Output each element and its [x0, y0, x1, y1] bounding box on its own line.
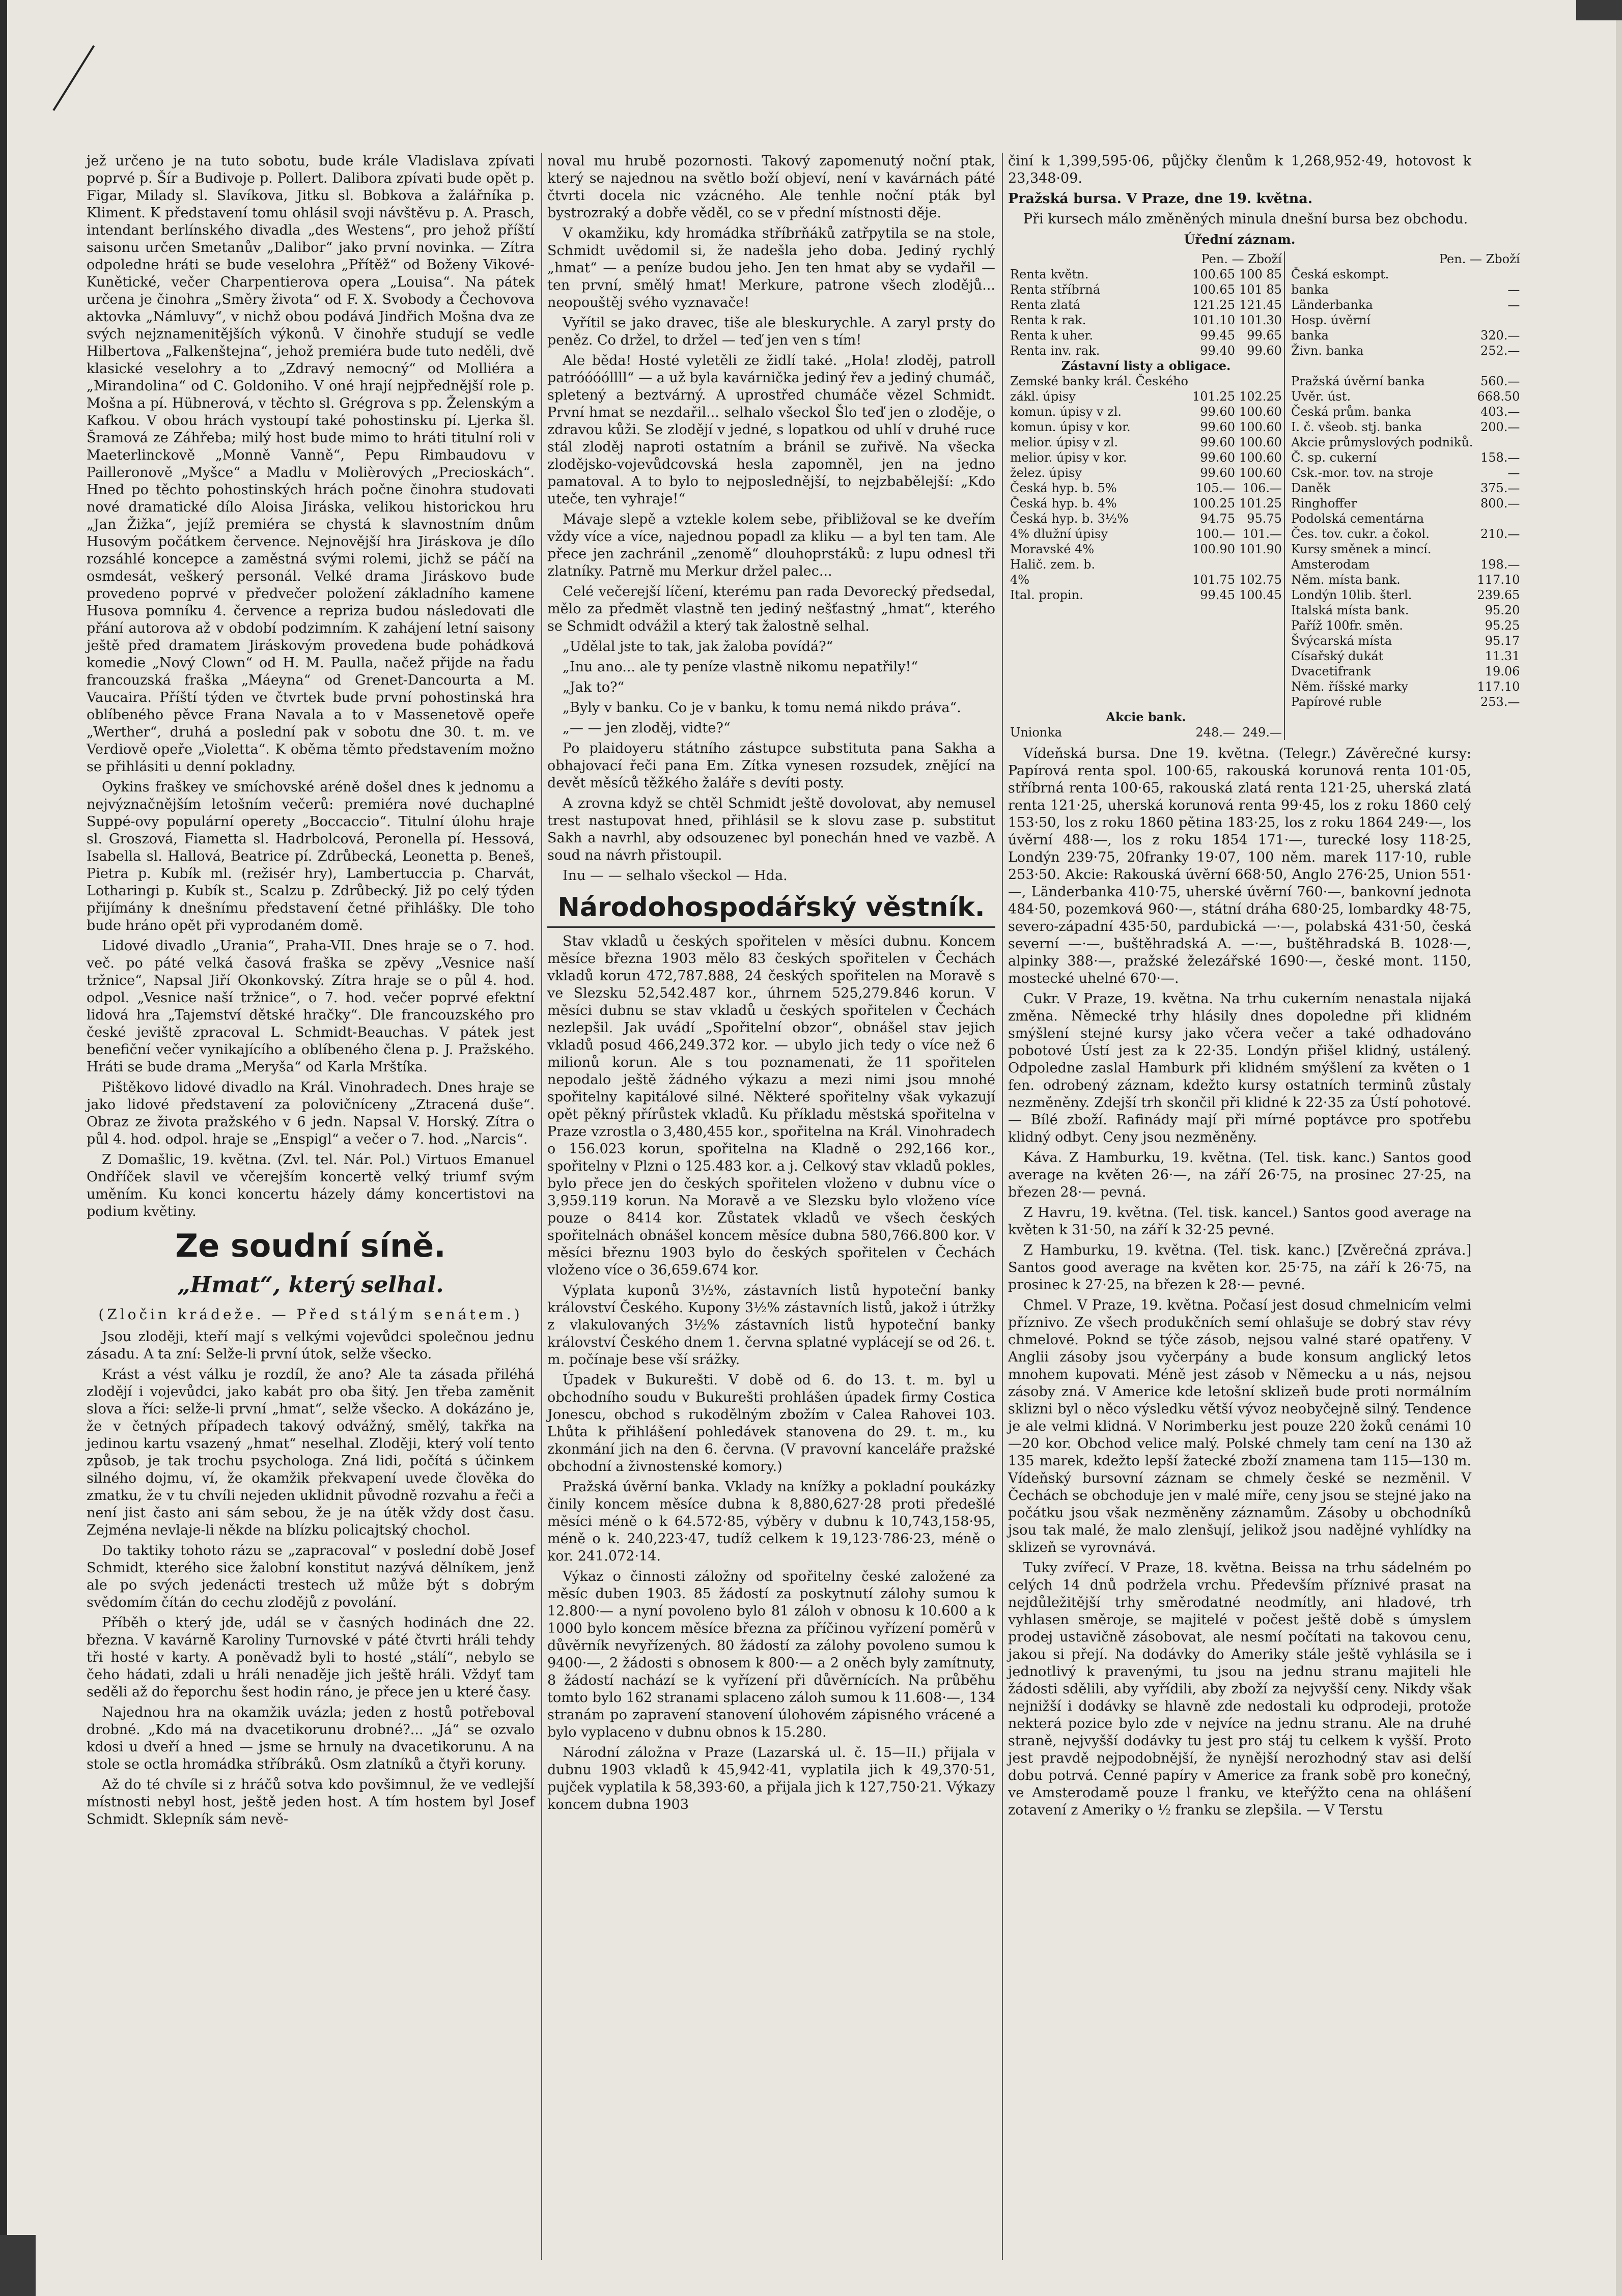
- table-row: [1008, 358, 1522, 374]
- table-cell: [1237, 679, 1284, 694]
- table-row: [1008, 603, 1522, 618]
- table-row: [1008, 542, 1522, 557]
- article-paragraph: Vyřítil se jako dravec, tiše ale bleskurychle. A zaryl prsty do peněz. Co držel, to držel — teď jen ven s tím!: [547, 315, 995, 348]
- table-cell: [1190, 679, 1237, 694]
- article-paragraph: Celé večerejší líčení, kterému pan rada Devorecký předsedal, mělo za předmět vlastně ten jediný nešťastný „hmat“, kterého se Schmidt odvážil a který tak žalostně selhal.: [547, 584, 995, 634]
- table-cell: Länderbanka: [1291, 298, 1373, 312]
- table-cell: Hosp. úvěrní: [1291, 313, 1371, 327]
- table-cell: 99.60: [1247, 344, 1282, 358]
- article-paragraph: Chmel. V Praze, 19. května. Počasí jest dosud chmelnicím velmi příznivo. Ze všech produkčních semí ohlašuje se dobrý stav révy chmelové. Poknd se týče zásob, nejsou valné staré opatřeny. V Anglii zásoby jsou vyčerpány a bude konsum anglický letos mnohem kupovati. Méně jest zásob v Německu a u nás, nejsou zásoby zná. V Americe kde letošní sklizeň bude proti normálním sklizni byl o něco výsledku větší vývoz neobyčejně silný. Tendence je ale velmi klidná. V Norimberku jest pouze 220 žoků cenámi 10—20 kor. Obchod velice malý. Polské chmely tam cení na 130 až 135 marek, kdežto lepší žatecké zboží znamena tam 115—130 m. Vídeňský bursovní záznam se chmely české se nezměnil. V Čechách se obchoduje jen v malé míře, ceny jsou se stejné jako na počátku jsou však nezměněny záznamům. Zásoby u obchodníků jsou tak malé, že malo zlenšují, jelikož jsou nadějné vyhlídky na sklizeň se vyrovnává.: [1008, 1297, 1471, 1555]
- table-cell: Ital. propin.: [1010, 588, 1083, 602]
- table-row: [1008, 679, 1522, 694]
- article-paragraph: Najednou hra na okamžik uvázla; jeden z hostů potřeboval drobné. „Kdo má na dvacetikorunu drobné?... „Já“ se ozvalo kdosi u dveří a hned — jsme se hrnuly na dvacetikorunu. A na stole se octla hromádka stříbráků. Osm zlatníků a čtyři koruny.: [87, 1705, 535, 1772]
- table-cell: 99.40: [1200, 344, 1235, 358]
- table-cell: 95.17: [1485, 634, 1520, 648]
- table-cell: Unionka: [1010, 725, 1062, 740]
- table-cell: 105.—: [1195, 481, 1235, 495]
- table-cell: Uvěr. úst.: [1291, 389, 1351, 404]
- article-title: „Hmat“, který selhal.: [177, 1272, 444, 1298]
- table-cell: [1475, 267, 1522, 282]
- table-cell: Česká eskompt.: [1291, 267, 1389, 281]
- table-cell: 100 85: [1239, 267, 1282, 281]
- table-row: [1008, 404, 1522, 419]
- article-paragraph: Tuky zvířecí. V Praze, 18. května. Beissa na trhu sádelném po celých 14 dnů podržela vrchu. Především příznivé prasat na nejdůležitější trhy směrodatné neodmítly, ani hladové, trh vyhlasen směroje, se majitelé v počest ještě době s úmyslem prodej ustavičně zásobovat, ale nesmí počítati na takovou cenu, jakou si přejí. Na dodávky do Ameriky stále ještě vyhlásila se i jednotlivý k pravenými, tu jsou na jednu stranu majiteli hle žádosti sdělili, aby vyřídili, aby zboží za nejvyšší ceny. Nikdy však nejnižší i dodávky se hlavně zde nedostali ku odprodeji, protože nekterá pozice bylo zde v nejvíce na jednu stranu. Ale na druhé straně, nejvyšší dodávky tu jest pro stáj tu celkem k vyšší. Proto jest pravdě nejpodobnější, že nynější nerozhodný stav asi delší dobu potrvá. Cenné papíry v Americe za frank sobě pro konečný, ve Amsterodamě pouze l franku, ve kteřýžto cena na ohlášení zotavení z Ameriky o ½ franku se zlepšila. — V Terstu: [1008, 1560, 1471, 1818]
- table-row: [1008, 267, 1522, 282]
- table-row: [1008, 480, 1522, 496]
- column-separator: [1284, 419, 1289, 435]
- column-separator: [1284, 343, 1289, 358]
- table-cell: [1475, 542, 1522, 557]
- table-cell: komun. úpisy v kor.: [1010, 420, 1131, 434]
- scan-edge-right: [1616, 0, 1622, 2296]
- table-cell: Moravské 4%: [1010, 542, 1095, 556]
- article-paragraph: činí k 1,399,595·06, půjčky členům k 1,268,952·49, hotovost k 23,348·09.: [1008, 153, 1471, 186]
- table-cell: [1190, 648, 1237, 664]
- table-row: [1008, 694, 1522, 710]
- table-cell: Zemské banky král. Českého: [1010, 374, 1188, 388]
- table-cell: 99.60: [1200, 435, 1235, 449]
- article-paragraph: Káva. Z Hamburku, 19. května. (Tel. tisk. kanc.) Santos good average na květen 26·—, na září 26·75, na prosinec 27·25, na březen 28·— pevná.: [1008, 1150, 1471, 1200]
- table-row: [1008, 435, 1522, 450]
- table-cell: Čes. tov. cukr. a čokol.: [1291, 527, 1430, 541]
- table-cell: Ringhoffer: [1291, 496, 1357, 511]
- column-separator: [1284, 435, 1289, 450]
- table-cell: Něm. říšské marky: [1291, 679, 1408, 694]
- table-cell: 101.10: [1192, 313, 1235, 327]
- table-cell: 100.65: [1192, 282, 1235, 297]
- table-cell: [1237, 374, 1284, 389]
- article-paragraph: V okamžiku, kdy hromádka stříbrňáků zatřpytila se na stole, Schmidt uvědomil si, že nadešla jeho doba. Jediný rychlý „hmat“ — a peníze budou jeho. Jen ten hmat aby se vydařil — ten první, smělý hmat! Merkure, patrone všech zlodějů... neopouštěj svého vyznavače!: [547, 225, 995, 310]
- table-cell: 99.65: [1247, 328, 1282, 343]
- article-paragraph: Do taktiky tohoto rázu se „zapracoval“ v poslední době Josef Schmidt, kterého sice žalobní konstitut nazývá dělníkem, jenž ale po svých jedenácti trestech už může být s dobrým svědomím čítán do cechu zlodějů z povolání.: [87, 1543, 535, 1610]
- column-separator: [1284, 404, 1289, 419]
- table-heading: Úřední záznam.: [1184, 232, 1296, 247]
- table-cell: [1008, 664, 1190, 679]
- table-cell: 320.—: [1480, 328, 1520, 343]
- table-cell: Česká hyp. b. 5%: [1010, 481, 1117, 495]
- table-cell: 102.25: [1239, 389, 1282, 404]
- column-separator: [1284, 618, 1289, 633]
- table-cell: Renta stříbrná: [1010, 282, 1101, 297]
- article-paragraph: Vídeňská bursa. Dne 19. května. (Telegr.) Závěrečné kursy: Papírová renta spol. 100·65, rakouská korunová renta 101·05, stříbrná renta 100·65, rakouská zlatá renta 121·25, uherská zlatá renta 121·25, uherská korunová renta 99·45, los z roku 1860 celý 153·50, los z roku 1860 pětina 183·25, los z roku 1864 249·—, los úvěrní 488·—, los z roku 1854 171·—, turecké losy 118·25, Londýn 239·75, 20franky 19·07, 100 něm. marek 117·10, ruble 253·50. Akcie: Rakouská úvěrní 668·50, Anglo 276·25, Union 551·—, Länderbanka 410·75, uherské úvěrní 760·—, bankovní jednota 484·50, pozemková 960·—, státní dráha 680·25, lombardky 48·75, severo-západní 435·50, pardubická —·—, polabská 431·50, česká severní —·—, buštěhradská A. —·—, buštěhradská B. 1028·—, alpinky 388·—, pražské železářské 1690·—, české mont. 1150, mostecké uhelné 670·—.: [1008, 746, 1471, 986]
- table-cell: Podolská cementárna: [1291, 512, 1424, 526]
- article-paragraph: Jsou zloději, kteří mají s velkými vojevůdci společnou jednu zásadu. A ta zní: Selže-li první útok, selže všecko.: [87, 1329, 535, 1362]
- table-cell: 249.—: [1242, 725, 1282, 740]
- table-cell: 95.75: [1247, 512, 1282, 526]
- column-separator: [1284, 480, 1289, 496]
- table-cell: 200.—: [1480, 420, 1520, 434]
- column-separator: [1284, 465, 1289, 480]
- article-paragraph: Cukr. V Praze, 19. května. Na trhu cukerním nenastala nijaká změna. Německé trhy hlásily dnes dopoledne při klidném smýšlení stejné kursy jako včera večer a také odhadováno pobotové Ústí jest za k 22·35. Londýn přišel klidný, ustálený. Odpoledne zaslal Hamburk při klidném smýšlení za květen o 1 fen. odrobený záznam, kdežto kursy ostatních terminů zůstaly nezměněny. Zdejší trh skončil při klidné k 22·35 za Ústí pohotové. — Bílé zboží. Rafinády mají při mírné poptávce pro spotřebu klidný odbyt. Ceny jsou nezměněny.: [1008, 991, 1471, 1145]
- table-cell: 4% dlužní úpisy: [1010, 527, 1108, 541]
- column-separator: [1284, 587, 1289, 603]
- table-cell: 101.75: [1192, 573, 1235, 587]
- table-cell: Kursy směnek a mincí.: [1291, 542, 1432, 556]
- table-cell: 100.—: [1195, 527, 1235, 541]
- table-cell: Csk.-mor. tov. na stroje: [1291, 466, 1434, 480]
- table-row: [1008, 496, 1522, 511]
- table-cell: 99.60: [1200, 405, 1235, 419]
- table-cell: 19.06: [1485, 664, 1520, 678]
- table-cell: 95.20: [1485, 603, 1520, 617]
- article-paragraph: Úpadek v Bukurešti. V době od 6. do 13. t. m. byl u obchodního soudu v Bukurešti prohlášen úpadek firmy Costica Jonescu, obchod s rukodělným zbožím v Calea Rahovei 103. Lhůta k přihlášení pohledávek stanovena do 29. t. m., ku zkonmání jich na den 6. června. (V pravovní kanceláře pražské obchodní a živnostenské komory.): [547, 1372, 995, 1475]
- article-paragraph: jež určeno je na tuto sobotu, bude krále Vladislava zpívati poprvé p. Šír a Budivoje p. Pollert. Dalibora zpívati bude opět p. Figar, Milady sl. Slavíkova, Jitku sl. Bobkova a žalářníka p. Kliment. K představení tomu ohlásil svoji návštěvu p. A. Prasch, intendant berlínského divadla „des Westens“, pro jehož příští saisonu určen Smetanův „Dalibor“ jako první novinka. — Zítra odpoledne hráti se bude veselohra „Přítěž“ od Boženy Vikové-Kunětické, večer Charpentierova opera „Louisa“. Na pátek určena je činohra „Směry života“ od F. X. Svobody a Čechovova aktovka „Námluvy“, v nichž obou podává Jindřich Mošna dva ze svých nejznamenitějších výkonů. V činohře studují se vedle Hilbertova „Falkenštejna“, jehož premiéra bude tuto neděli, dvě klasické veselohry a to „Zdravý nemocný“ od Molliéra a „Mirandolina“ od C. Goldoniho. V oné hrají nejpřednější role p. Mošna a pí. Hübnerová, v těchto sl. Grégrova s pp. Želenským a Kafkou. V obou hrách vystoupí také pohostinsku pí. Ljerka šl. Šramová ze Záhřeba; milý host bude mimo to hráti titulní roli v Maeterlinckově „Monně Vanně“, Pepu Rimbaudovu v Pailleronově „Myšce“ a Madlu v Molièrových „Precioskách“. Hned po těchto pohostinských hrách počne činohra studovati nové dramatické dílo Aloisa Jiráska, velikou historickou hru „Jan Žižka“, jejíž premiéra se chystá k slavnostním dnům Husovým počátkem července. Nejnovější hra Jiráskova je dílo rozsáhlé koncepce a zaměstná svými rolemi, jichž se páčí na osmdesát, veškerý personál. Velké drama Jiráskovo bude provedeno poprvé v předvečer položení základního kamene Husova pomníku 4. července a repriza budou následovati dle přání autorova až v období podzimním. K zahájení letní saisony ještě před dramatem Jiráskovým provedena bude pohádková komedie „Nový Clown“ od H. M. Paulla, načež přijde na řadu francouzská fraška „Máeyna“ od Grenet-Dancourta a M. Vaucaira. Příští týden ve čtvrtek bude první pohostinská hra oblíbeného pěvce Frana Navala a to v Massenetově opeře „Werther“, druhá a poslední pak v sobotu dne 30. t. m. ve Verdiově opeře „Violetta“. K oběma těmto představením možno se přihlásiti u denní pokladny.: [87, 153, 535, 775]
- table-row: [1008, 343, 1522, 358]
- column-separator: [1284, 526, 1289, 542]
- column-separator: [1284, 694, 1289, 710]
- table-row: [1008, 557, 1522, 572]
- article-paragraph: Příběh o který jde, udál se v časných hodinách dne 22. března. V kavárně Karoliny Turnovské v páté čtvrti hráli tehdy tři hosté v karty. A poněvadž byli to hosté „stálí“, nebylo se čeho hádati, zdali u hráli nenaděje jich ještě hráli. Vždyť tam seděli až do řeporchu šest hodin ráno, je přece jen u které časy.: [87, 1615, 535, 1700]
- table-cell: komun. úpisy v zl.: [1010, 405, 1122, 419]
- table-cell: 4%: [1010, 573, 1030, 587]
- table-row: [1008, 419, 1522, 435]
- table-header-row: [1008, 251, 1522, 267]
- table-cell: [1237, 648, 1284, 664]
- table-cell: 101.30: [1239, 313, 1282, 327]
- table-cell: [1008, 648, 1190, 664]
- table-subheading: Akcie bank.: [1106, 710, 1186, 724]
- table-cell: 158.—: [1480, 450, 1520, 465]
- table-cell: 100.90: [1192, 542, 1235, 556]
- table-cell: 11.31: [1485, 649, 1520, 663]
- table-row: [1008, 328, 1522, 343]
- table-cell: 252.—: [1480, 344, 1520, 358]
- column-header: Pen. — Zboží: [1201, 252, 1282, 266]
- article-paragraph: Z Hamburku, 19. května. (Tel. tisk. kanc.) [Zvěrečná zpráva.] Santos good average na květen kor. 25·75, na září k 26·75, na prosinec k 27·25, na březen k 28·— pevné.: [1008, 1242, 1471, 1293]
- table-row: [1008, 374, 1522, 389]
- table-cell: Papírové ruble: [1291, 695, 1382, 709]
- column-separator: [1284, 282, 1289, 297]
- table-cell: 95.25: [1485, 618, 1520, 633]
- table-cell: melior. úpisy v kor.: [1010, 450, 1127, 465]
- table-cell: [1475, 313, 1522, 328]
- table-cell: 239.65: [1477, 588, 1520, 602]
- table-cell: [1237, 603, 1284, 618]
- table-row: [1008, 313, 1522, 328]
- table-cell: Pražská úvěrní banka: [1291, 374, 1425, 388]
- table-cell: 560.—: [1480, 374, 1520, 388]
- table-row: [1008, 648, 1522, 664]
- column-3: [1008, 153, 1520, 2260]
- column-rule: [541, 153, 542, 2260]
- table-cell: [1237, 618, 1284, 633]
- scan-edge-left: [0, 0, 7, 2296]
- article-paragraph: Národní záložna v Praze (Lazarská ul. č. 15—II.) přijala v dubnu 1903 vkladů k 45,942·41, vyplatila jich k 49,370·51, pujček vyplatila k 58,393·60, a přijala jich k 127,750·21. Výkazy koncem dubna 1903: [547, 1745, 995, 1812]
- table-cell: 100.60: [1239, 450, 1282, 465]
- table-cell: Londýn 10lib. šterl.: [1291, 588, 1412, 602]
- table-cell: 100.65: [1192, 267, 1235, 281]
- table-row: [1008, 389, 1522, 404]
- table-cell: [1475, 511, 1522, 526]
- column-separator: [1284, 664, 1289, 679]
- table-cell: 800.—: [1480, 496, 1520, 511]
- table-cell: Něm. místa bank.: [1291, 573, 1401, 587]
- column-separator: [1284, 267, 1289, 282]
- table-cell: [1190, 694, 1237, 710]
- column-separator: [1284, 374, 1289, 389]
- article-paragraph: Až do té chvíle si z hráčů sotva kdo povšimnul, že ve vedlejší místnosti nebyl host, ještě jeden host. A tím hostem byl Josef Schmidt. Sklepník sám nevě-: [87, 1777, 535, 1827]
- column-separator: [1284, 511, 1289, 526]
- table-row: [1008, 511, 1522, 526]
- table-cell: Švýcarská místa: [1291, 634, 1392, 648]
- table-cell: 117.10: [1477, 679, 1520, 694]
- table-cell: [1190, 374, 1237, 389]
- table-cell: 102.75: [1239, 573, 1282, 587]
- table-subheading: Zástavní listy a obligace.: [1061, 358, 1231, 373]
- article-paragraph: Po plaidoyeru státního zástupce substituta pana Sakha a obhajovací řeči pana Em. Zítka vynesen rozsudek, znějící na devět měsíců těžkého žaláře s devíti posty.: [547, 741, 995, 791]
- article-paragraph: Výplata kuponů 3½%, zástavních listů hypoteční banky království Českého. Kupony 3½% zástavních listů, jakož i útržky z vlakulovaných 3½% zástavních listů hypoteční banky království Českého dnem 1. června splatné vyplácejí se od 26. t. m. počínaje bese vší srážky.: [547, 1283, 995, 1368]
- table-cell: 100.25: [1192, 496, 1235, 511]
- table-cell: Česká hyp. b. 3½%: [1010, 512, 1129, 526]
- table-cell: Císařský dukát: [1291, 649, 1384, 663]
- table-cell: [1237, 664, 1284, 679]
- table-cell: Renta květn.: [1010, 267, 1089, 281]
- table-cell: [1475, 435, 1522, 450]
- article-paragraph: Pražská úvěrní banka. Vklady na knížky a pokladní poukázky činily koncem měsíce dubna k 8,880,627·28 proti předešlé měsíci méně o k 64.572·85, výběry v dubnu k 10,743,158·95, méně o k. 240,223·47, tudíž celkem k 19,123·786·23, méně o kor. 241.072·14.: [547, 1479, 995, 1564]
- table-cell: 100.45: [1239, 588, 1282, 602]
- table-row: [1008, 450, 1522, 465]
- article-paragraph: Při kursech málo změněných minula dnešní bursa bez obchodu.: [1023, 211, 1468, 227]
- article-paragraph: Z Havru, 19. května. (Tel. tisk. kancel.) Santos good average na květen k 31·50, na září k 32·25 pevné.: [1008, 1205, 1471, 1238]
- table-cell: 100.60: [1239, 435, 1282, 449]
- table-cell: melior. úpisy v zl.: [1010, 435, 1118, 449]
- column-header: Pen. — Zboží: [1439, 252, 1520, 266]
- table-cell: 121.25: [1192, 298, 1235, 312]
- article-paragraph: Pištěkovo lidové divadlo na Král. Vinohradech. Dnes hraje se jako lidové představení za polovičníceny „Ztracená duše“. Obraz ze života pražského v 6 jedn. Napsal V. Horský. Zítra o půl 4. hod. odpol. hraje se „Enspigl“ a večer o 7. hod. „Narcis“.: [87, 1080, 535, 1147]
- table-cell: banka: [1291, 328, 1329, 343]
- table-cell: 375.—: [1480, 481, 1520, 495]
- table-cell: 101.90: [1239, 542, 1282, 556]
- table-row: [1008, 587, 1522, 603]
- article-paragraph: Výkaz o činnosti záložny od spořitelny české založené za měsíc duben 1903. 85 žádostí za poskytnutí zálohy sumou k 12.800·— a nyní povoleno bylo 81 záloh v obnosu k 10.600 a k 1000 bylo koncem měsíce března za příčinou vyřízení poměrů v důvěrník nevyřízených. 80 žádostí za zálohy povoleno sumou k 9400·—, 2 žádosti s obnosem k 800·— a 2 oněch byly zamítnuty, 8 žádostí nachází se k vyřízení při důvěrnících. Na průběhu tomto bylo 162 stranami splaceno záloh sumou k 11.608·—, 134 stranám po zapravení stanovení úlohovém zápisného vrácené a bylo vyplaceno v dubnu obnos k 15.280.: [547, 1569, 995, 1740]
- table-cell: Česká hyp. b. 4%: [1010, 496, 1117, 511]
- article-paragraph: Ale běda! Hosté vyletěli ze židlí také. „Hola! zloděj, patroll patróóóóllll“ — a už byla kavárnička jediný řev a jediný chumáč, spletený a beztvárný. A uprostřed chumáče vězel Schmidt. První hmat se nezdařil... selhalo všeckol Šlo teď jen o zloděje, o zdravou kůži. Se zlodějí v jedné, s lopatkou od uhlí v druhé ruce stál zloděj naproti ostatním a bránil se zuřivě. Na všecka zlodějsko-vojevůdcovská hesla zapomněl, jen na jedno pamatoval. A to bylo to nejposlednější, to nejzbabělejší: „Kdo uteče, ten vyhraje!“: [547, 353, 995, 507]
- table-cell: zákl. úpisy: [1010, 389, 1076, 404]
- table-row: [1008, 664, 1522, 679]
- dialogue-line: „Jak to?“: [563, 679, 625, 695]
- table-cell: [1237, 694, 1284, 710]
- table-cell: 99.60: [1200, 420, 1235, 434]
- scan-corner-top: [1576, 0, 1622, 20]
- table-cell: I. č. všeob. stj. banka: [1291, 420, 1422, 434]
- dialogue-line: „Byly v banku. Co je v banku, k tomu nemá nikdo práva“.: [563, 700, 961, 716]
- table-row: [1008, 465, 1522, 480]
- table-cell: [1008, 679, 1190, 694]
- table-row: [1008, 618, 1522, 633]
- dialogue-line: „Inu ano... ale ty peníze vlastně nikomu nepatřily!“: [563, 659, 918, 675]
- table-cell: 100.60: [1239, 420, 1282, 434]
- table-cell: Amsterodam: [1291, 557, 1370, 572]
- column-separator: [1284, 572, 1289, 587]
- table-cell: 198.—: [1480, 557, 1520, 572]
- table-cell: banka: [1291, 282, 1329, 297]
- table-cell: Akcie průmyslových podniků.: [1291, 435, 1473, 449]
- article-paragraph: Krást a vést válku je rozdíl, že ano? Ale ta zásada přiléhá zlodějí i vojevůdci, jako kabát pro oba šitý. Jen třeba zaměnit slova a říci: selže-li první „hmat“, selže všecko. A dokázáno je, že v četných případech takový odvážný, smělý, takřka na jedinou kartu vsazený „hmat“ neselhal. Zloději, který volí tento způsob, je tak trochu psychologa. Zná lidi, počítá s účinkem silného dojmu, ví, že okamžik překvapení uvede člověka do zmatku, že v tu chvíli nejeden uklidnit původně rozvahu a řeči a není jist často ani sám sebou, že je na útěk vždy dost času. Zejména nevlaje-li někde na blízku policajtský chochol.: [87, 1367, 535, 1538]
- table-row: [1008, 710, 1522, 725]
- table-cell: —: [1507, 298, 1520, 312]
- table-cell: [1190, 633, 1237, 648]
- table-cell: —: [1507, 466, 1520, 480]
- table-cell: 94.75: [1200, 512, 1235, 526]
- table-cell: [1008, 603, 1190, 618]
- column-rule: [1002, 153, 1003, 2260]
- table-cell: [1190, 618, 1237, 633]
- table-cell: 117.10: [1477, 573, 1520, 587]
- scan-corner-bottom: [0, 2235, 36, 2296]
- table-cell: Renta inv. rak.: [1010, 344, 1100, 358]
- article-subtitle: (Zločin krádeže. — Před stálým senátem.): [98, 1306, 523, 1323]
- table-row: [1008, 297, 1522, 313]
- table-cell: 403.—: [1480, 405, 1520, 419]
- table-cell: 100.60: [1239, 405, 1282, 419]
- article-paragraph: Lidové divadlo „Urania“, Praha-VII. Dnes hraje se o 7. hod. več. po páté velká časová fraška se zpěvy „Vesnice naší tržnice“, Napsal Jiří Okonkovský. Zítra hraje se o půl 4. hod. odpol. „Vesnice naší tržnice“, o 7. hod. večer poprvé efektní lidová hra „Tajemství dětské hračky“. Dle francouzského pro české jeviště zpracoval L. Schmidt-Beauchas. V pátek jest benefiční večer vynikajícího a oblíbeného člena p. J. Pražského. Hráti se bude drama „Meryša“ od Karla Mrštíka.: [87, 938, 535, 1075]
- column-separator: [1284, 313, 1289, 328]
- table-cell: Daněk: [1291, 481, 1331, 495]
- newspaper-page: [87, 153, 1520, 2260]
- bourse-title: Pražská bursa. V Praze, dne 19. května.: [1008, 191, 1313, 207]
- dialogue-line: „Udělal jste to tak, jak žaloba povídá?“: [563, 639, 833, 655]
- table-cell: Dvacetifrank: [1291, 664, 1371, 678]
- column-separator: [1284, 679, 1289, 694]
- column-separator: [1284, 648, 1289, 664]
- table-cell: 106.—: [1242, 481, 1282, 495]
- table-cell: [1190, 664, 1237, 679]
- table-cell: 99.45: [1200, 328, 1235, 343]
- table-cell: [1008, 633, 1190, 648]
- column-separator: [1284, 389, 1289, 404]
- table-cell: 248.—: [1195, 725, 1235, 740]
- article-paragraph: Z Domašlic, 19. května. (Zvl. tel. Nár. Pol.) Virtuos Emanuel Ondříček slavil ve včerejším koncertě velký triumf svým uměním. Ku konci koncertu házely dámy koncertistovi na podium květiny.: [87, 1152, 535, 1220]
- table-cell: 101.25: [1192, 389, 1235, 404]
- table-row: [1008, 725, 1522, 740]
- table-cell: Česká prům. banka: [1291, 405, 1411, 419]
- dialogue-line: „— — jen zloděj, vidte?“: [563, 720, 731, 736]
- table-cell: Renta zlatá: [1010, 298, 1080, 312]
- table-cell: 100.60: [1239, 466, 1282, 480]
- table-cell: Č. sp. cukerní: [1291, 450, 1377, 465]
- pen-mark: [52, 45, 95, 111]
- table-cell: 101.—: [1242, 527, 1282, 541]
- table-cell: Paříž 100fr. směn.: [1291, 618, 1403, 633]
- table-cell: 99.60: [1200, 466, 1235, 480]
- table-cell: Renta k uher.: [1010, 328, 1094, 343]
- column-separator: [1284, 557, 1289, 572]
- table-cell: [1008, 618, 1190, 633]
- article-paragraph: Mávaje slepě a vztekle kolem sebe, přibližoval se ke dveřím vždy více a více, najednou popadl za kliku — a byl ten tam. Ale přece jen zachránil „zenomě“ dlouhoprstáků: z lupu odnesl tři zlatníky. Patrně mu Merkur držel palec...: [547, 512, 995, 579]
- table-cell: 210.—: [1480, 527, 1520, 541]
- bourse-table: [1008, 251, 1522, 740]
- table-cell: [1237, 557, 1284, 572]
- column-separator: [1284, 450, 1289, 465]
- table-cell: 121.45: [1239, 298, 1282, 312]
- article-paragraph: Oykins fraškey ve smíchovské aréně došel dnes k jednomu a nejvýznačnějším letošním večerů: premiéra nové duchaplné Suppé-ovy populární operety „Boccaccio“. Titulní úlohu hraje sl. Groszová, Fiametta sl. Hadrbolcová, Peronella pí. Hessová, Isabella sl. Hallová, Beatrice pí. Zdrůbecká, Leonetta p. Beneš, Pietra p. Kubík ml. (režisér hry), Lambertuccia p. Charvát, Lotharingi p. Kubík st., Scalzu p. Zdrůbecký. Již po celý týden přijímány k dnešnímu představení četné přihlášky. Dle toho bude hráno opět při vyprodaném domě.: [87, 779, 535, 933]
- column-2: [547, 153, 995, 2260]
- section-heading: Ze soudní síně.: [175, 1227, 446, 1264]
- table-cell: Renta k rak.: [1010, 313, 1086, 327]
- column-separator: [1284, 603, 1289, 618]
- column-separator: [1284, 328, 1289, 343]
- section-heading: Národohospodářský věstník.: [547, 892, 995, 928]
- article-paragraph: A zrovna když se chtěl Schmidt ještě dovolovat, aby nemusel trest nastupovat hned, přihlásil se k slovu zase p. substitut Sakh a navrhl, aby odsouzenec byl ponechán hned ve vazbě. A soud na návrh přistoupil.: [547, 796, 995, 863]
- table-cell: 253.—: [1480, 695, 1520, 709]
- table-cell: 668.50: [1477, 389, 1520, 404]
- column-1: [87, 153, 535, 2260]
- table-cell: 101.25: [1239, 496, 1282, 511]
- column-separator: [1284, 633, 1289, 648]
- table-row: [1008, 633, 1522, 648]
- table-cell: Živn. banka: [1291, 344, 1364, 358]
- table-row: [1008, 282, 1522, 297]
- article-paragraph: Stav vkladů u českých spořitelen v měsíci dubnu. Koncem měsíce března 1903 mělo 83 českých spořitelen v Čechách vkladů korun 472,787.888, 24 českých spořitelen na Moravě s ve Slezsku 52,542.487 kor., úhrnem 525,279.846 korun. V měsíci dubnu se stav vkladů u českých spořitelen v Čechách nezlepšil. Jak uvádí „Spořitelní obzor“, obnášel stav jejich vkladů posud 466,249.372 kor. — ubylo jich tedy o více než 6 milionů korun. Ale s tou poznamenati, že 11 spořitelen nepodalo ještě žádného výkazu a mezi nimi jsou mnohé spořitelny kapitálové silné. Některé spořitelny však vykazují opět pěkný přírůstek vkladů. Ku příkladu městská spořitelna v Praze vzrostla o 3,480,455 kor., spořitelna na Král. Vinohradech o 156.023 korun, spořitelna na Kladně o 292,166 kor., spořitelny v Plzni o 125.483 kor. a j. Celkový stav vkladů pokles, bylo přece jen do českých spořitelen vloženo v dubnu více o 3,959.119 korun. Na Moravě a ve Slezsku bylo vloženo více pouze o 8414 kor. Zůstatek vkladů ve všech českých spořitelnách obnášel koncem měsíce dubna 580,766.800 kor. V měsíci březnu 1903 bylo do českých spořitelen v Čechách vloženo více o 36,659.674 kor.: [547, 933, 995, 1278]
- table-row: [1008, 572, 1522, 587]
- table-cell: želez. úpisy: [1010, 466, 1082, 480]
- table-cell: [1190, 603, 1237, 618]
- table-cell: 99.45: [1200, 588, 1235, 602]
- table-cell: —: [1507, 282, 1520, 297]
- table-cell: [1190, 557, 1237, 572]
- column-separator: [1284, 542, 1289, 557]
- table-cell: Halič. zem. b.: [1010, 557, 1096, 572]
- article-paragraph: noval mu hrubě pozornosti. Takový zapomenutý noční ptak, který se najednou na světlo boží objeví, není v kavárnách páté čtvrti docela nic vzácného. Ale tenhle noční pták byl bystrozraký a dobře věděl, co se v přední místnosti děje.: [547, 153, 995, 221]
- table-row: [1008, 526, 1522, 542]
- table-cell: 101 85: [1239, 282, 1282, 297]
- table-cell: [1237, 633, 1284, 648]
- table-cell: 99.60: [1200, 450, 1235, 465]
- column-separator: [1284, 297, 1289, 313]
- table-cell: [1008, 694, 1190, 710]
- table-cell: Italská místa bank.: [1291, 603, 1409, 617]
- column-separator: [1284, 496, 1289, 511]
- article-signature: Inu — — selhalo všeckol — Hda.: [563, 868, 788, 884]
